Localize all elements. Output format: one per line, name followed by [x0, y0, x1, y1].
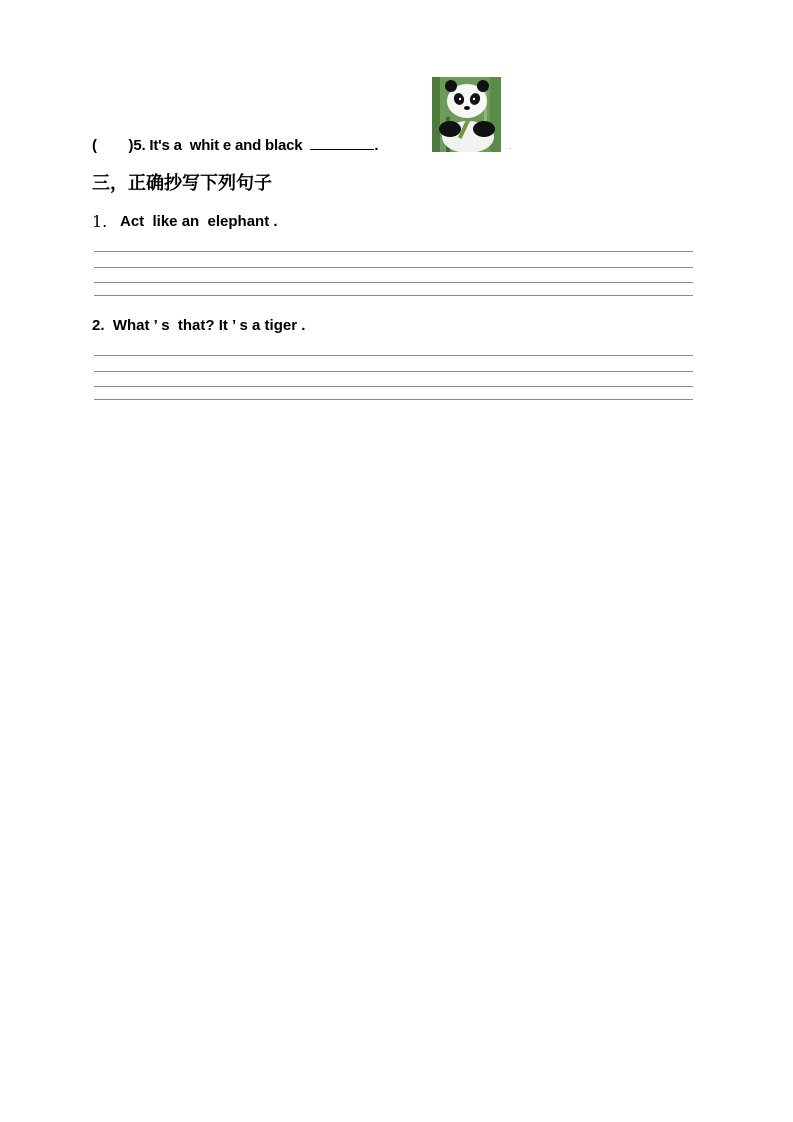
- stray-mark: .: [509, 141, 512, 151]
- writing-line[interactable]: [94, 355, 693, 356]
- panda-image: [432, 77, 501, 152]
- section-title: 三，正确抄写下列句子: [92, 173, 272, 194]
- writing-line[interactable]: [94, 371, 693, 372]
- item-1-sentence: Act like an elephant .: [120, 213, 278, 230]
- item-2: [92, 317, 305, 334]
- question-5-period: .: [374, 137, 379, 154]
- answer-blank[interactable]: [310, 136, 374, 150]
- panda-icon: [432, 77, 501, 152]
- question-5-text: )5. It's a whit e and black: [128, 137, 303, 154]
- paren-open: (: [92, 137, 97, 154]
- item-2-number: 2.: [92, 317, 105, 334]
- writing-line[interactable]: [94, 267, 693, 268]
- item-1-number: 1.: [92, 212, 108, 231]
- writing-line[interactable]: [94, 282, 693, 283]
- writing-line[interactable]: [94, 399, 693, 400]
- writing-line[interactable]: [94, 386, 693, 387]
- question-5: [92, 136, 378, 154]
- writing-line[interactable]: [94, 251, 693, 252]
- item-2-sentence: What ’ s that? It ’ s a tiger .: [112, 317, 306, 334]
- writing-line[interactable]: [94, 295, 693, 296]
